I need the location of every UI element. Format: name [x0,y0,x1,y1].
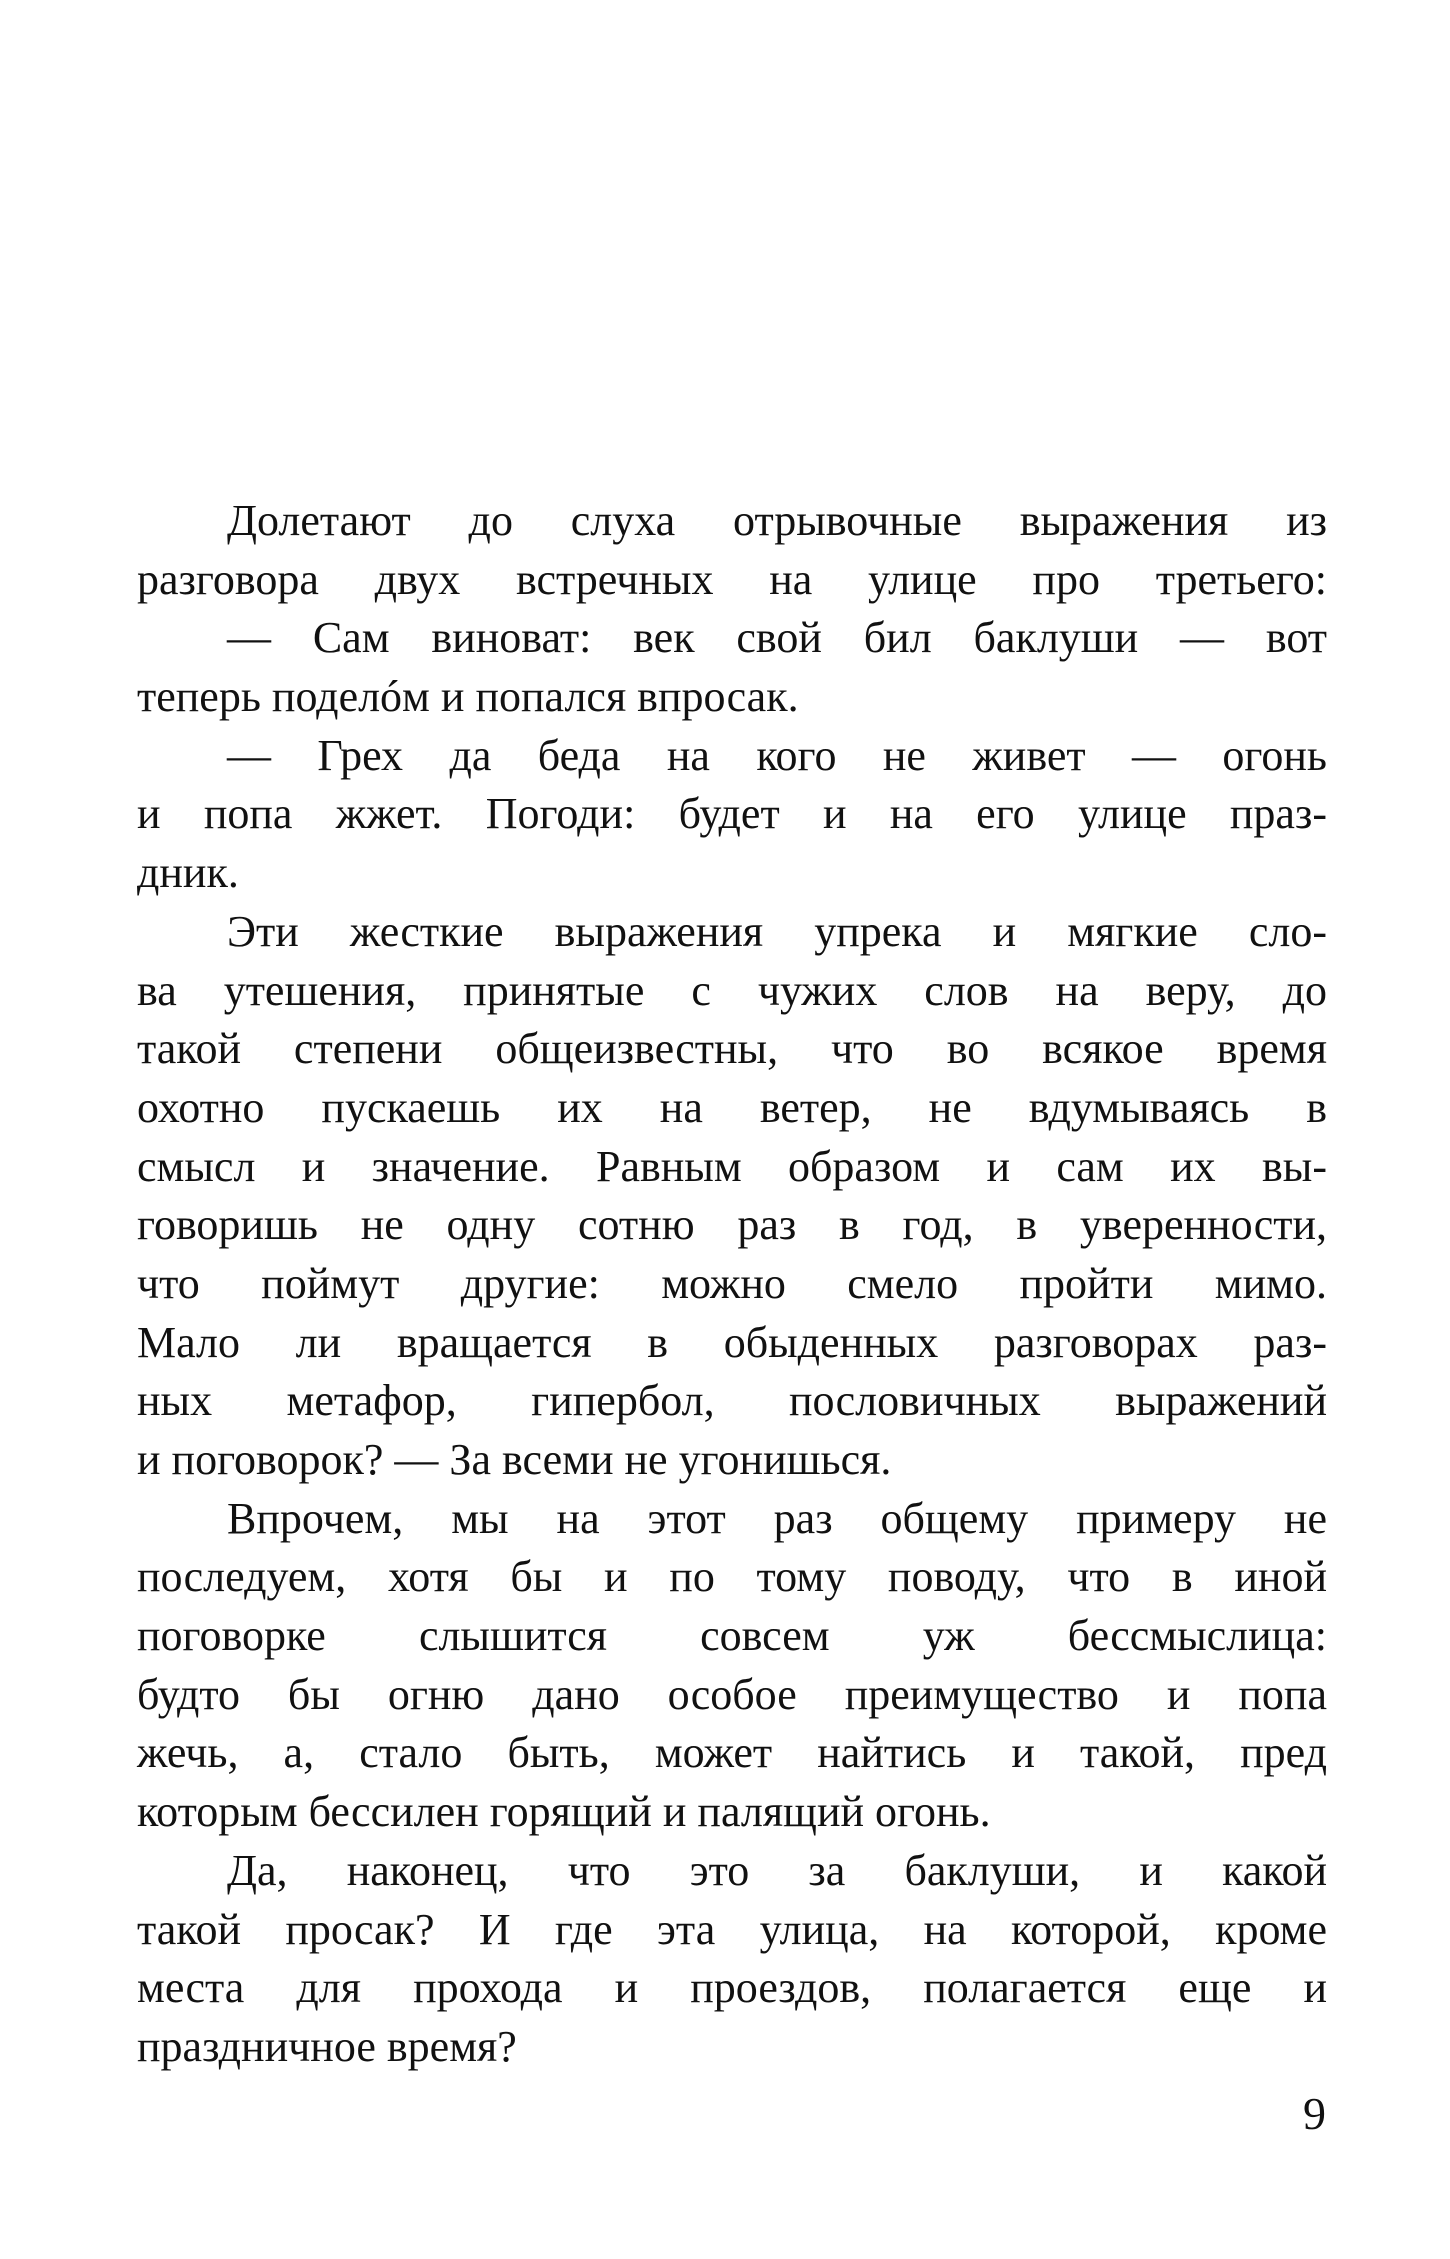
page-number: 9 [1303,2088,1326,2139]
text-line: Долетают до слуха отрывочные выражения из [227,496,1327,545]
text-line: и попа жжет. Погоди: будет и на его улице праз- [137,789,1327,839]
text-line: Да, наконец, что это за баклуши, и какой [227,1845,1327,1895]
text-line: такой просак? И где эта улица, на которой, кроме [137,1904,1327,1954]
text-line: будто бы огню дано особое преимущество и попа [137,1669,1327,1719]
text-line: которым бессилен горящий и палящий огонь. [137,1787,991,1837]
text-line: теперь поделóм и попался впросак. [137,672,799,722]
text-line: — Сам виноват: век свой бил баклуши — вот [227,613,1327,663]
text-line: говоришь не одну сотню раз в год, в уверенности, [137,1200,1327,1250]
text-line: такой степени общеизвестны, что во всякое время [137,1024,1327,1074]
text-line: Впрочем, мы на этот раз общему примеру не [227,1493,1327,1543]
text-line: дник. [137,848,239,898]
text-line: последуем, хотя бы и по тому поводу, что в иной [137,1552,1327,1602]
text-line: места для прохода и проездов, полагается еще и [137,1963,1327,2013]
book-page-body [137,492,1327,2077]
text-line: поговорке слышится совсем уж бессмыслица: [137,1611,1327,1661]
text-line: смысл и значение. Равным образом и сам их вы- [137,1141,1327,1191]
text-line: и поговорок? — За всеми не угонишься. [137,1435,892,1484]
text-line: Мало ли вращается в обыденных разговорах раз- [137,1317,1327,1367]
text-line: — Грех да беда на кого не живет — огонь [227,730,1327,780]
text-line: жечь, а, стало быть, может найтись и такой, пред [137,1728,1327,1778]
text-line: Эти жесткие выражения упрека и мягкие сло- [227,906,1327,956]
text-line: ных метафор, гипербол, пословичных выражений [137,1376,1327,1426]
text-line: что поймут другие: можно смело пройти мимо. [137,1258,1327,1308]
text-line: охотно пускаешь их на ветер, не вдумываясь в [137,1082,1327,1132]
text-line: ва утешения, принятые с чужих слов на веру, до [137,965,1327,1015]
text-line: разговора двух встречных на улице про третьего: [137,554,1327,604]
text-line: праздничное время? [137,2021,517,2071]
